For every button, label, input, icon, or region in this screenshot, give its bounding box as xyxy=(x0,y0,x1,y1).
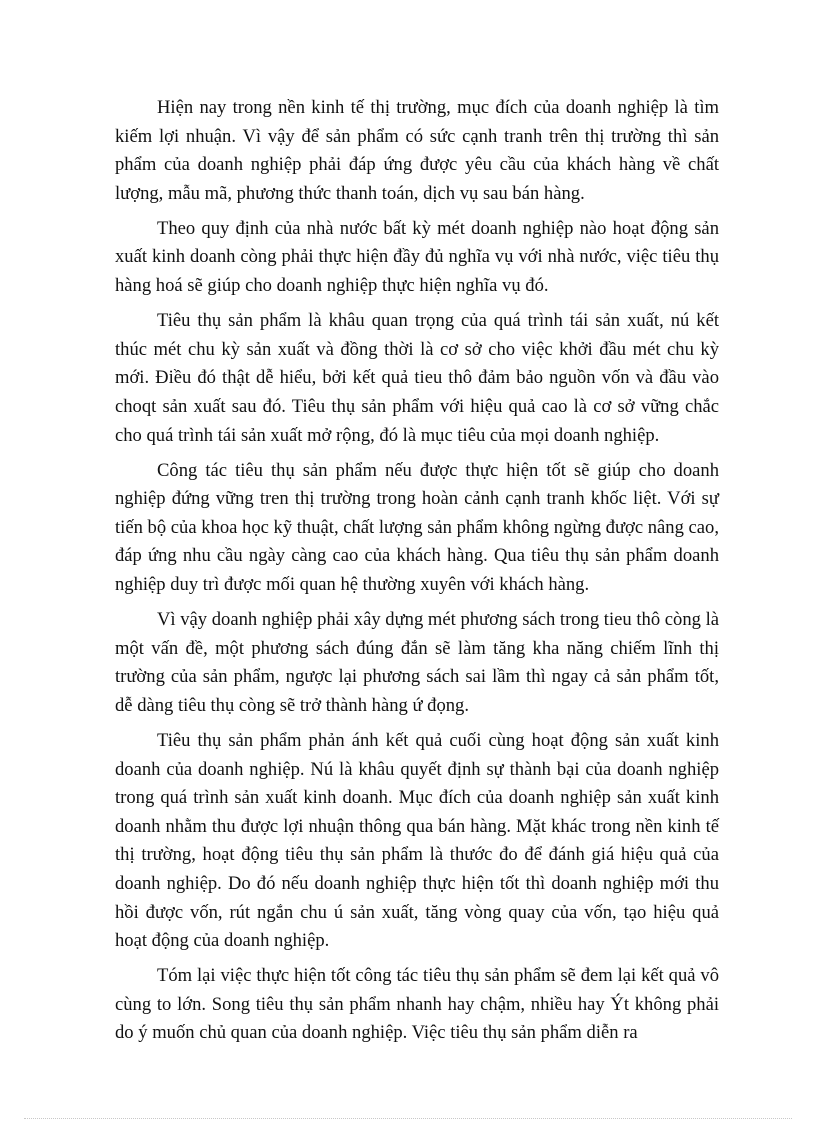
paragraph-1: Hiện nay trong nền kinh tế thị trường, mục đích của doanh nghiệp là tìm kiếm lợi nhuận. Vì vậy để sản phẩm có sức cạnh tranh trên thị trường thì sản phẩm của doanh nghiệp phải đáp ứng được yêu cầu của khách hàng về chất lượng, mẫu mã, phương thức thanh toán, dịch vụ sau bán hàng. xyxy=(115,97,719,204)
paragraph-6: Tiêu thụ sản phẩm phản ánh kết quả cuối cùng hoạt động sản xuất kinh doanh của doanh nghiệp. Nú là khâu quyết định sự thành bại của doanh nghiệp trong quá trình sản xuất kinh doanh. Mục đích của doanh nghiệp sản xuất kinh doanh nhằm thu được lợi nhuận thông qua bán hàng. Mặt khác trong nền kinh tế thị trường, hoạt động tiêu thụ sản phẩm là thước đo để đánh giá hiệu quả của doanh nghiệp. Do đó nếu doanh nghiệp thực hiện tốt thì doanh nghiệp mới thu hồi được vốn, rút ngắn chu ú sản xuất, tăng vòng quay của vốn, tạo hiệu quả hoạt động của doanh nghiệp. xyxy=(115,729,719,952)
paragraph-4: Công tác tiêu thụ sản phẩm nếu được thực hiện tốt sẽ giúp cho doanh nghiệp đứng vững tren thị trường trong hoàn cảnh cạnh tranh khốc liệt. Với sự tiến bộ của khoa học kỹ thuật, chất lượng sản phẩm không ngừng được nâng cao, đáp ứng nhu cầu ngày càng cao của khách hàng. Qua tiêu thụ sản phẩm doanh nghiệp duy trì được mối quan hệ thường xuyên với khách hàng. xyxy=(115,459,719,595)
page-bottom-divider xyxy=(24,1118,792,1119)
document-body xyxy=(115,94,719,1055)
paragraph-7: Tóm lại việc thực hiện tốt công tác tiêu thụ sản phẩm sẽ đem lại kết quả vô cùng to lớn. Song tiêu thụ sản phẩm nhanh hay chậm, nhiều hay Ýt không phải do ý muốn chủ quan của doanh nghiệp. Việc tiêu thụ sản phẩm diễn ra xyxy=(115,965,719,1044)
paragraph-2: Theo quy định của nhà nước bất kỳ mét doanh nghiệp nào hoạt động sản xuất kinh doanh còng phải thực hiện đầy đủ nghĩa vụ với nhà nước, việc tiêu thụ hàng hoá sẽ giúp cho doanh nghiệp thực hiện nghĩa vụ đó. xyxy=(115,217,719,297)
paragraph-3: Tiêu thụ sản phẩm là khâu quan trọng của quá trình tái sản xuất, nú kết thúc mét chu kỳ sản xuất và đồng thời là cơ sở cho việc khởi đầu mét chu kỳ mới. Điều đó thật dễ hiểu, bởi kết quả tieu thô đảm bảo nguồn vốn và đầu vào choqt sản xuất sau đó. Tiêu thụ sản phẩm với hiệu quả cao là cơ sở vững chắc cho quá trình tái sản xuất mở rộng, đó là mục tiêu của mọi doanh nghiệp. xyxy=(115,310,719,446)
paragraph-5: Vì vậy doanh nghiệp phải xây dựng mét phương sách trong tieu thô còng là một vấn đề, một phương sách đúng đắn sẽ làm tăng kha năng chiếm lĩnh thị trường của sản phẩm, ngược lại phương sách sai lầm thì ngay cả sản phẩm tốt, dễ dàng tiêu thụ còng sẽ trở thành hàng ứ đọng. xyxy=(115,609,719,716)
